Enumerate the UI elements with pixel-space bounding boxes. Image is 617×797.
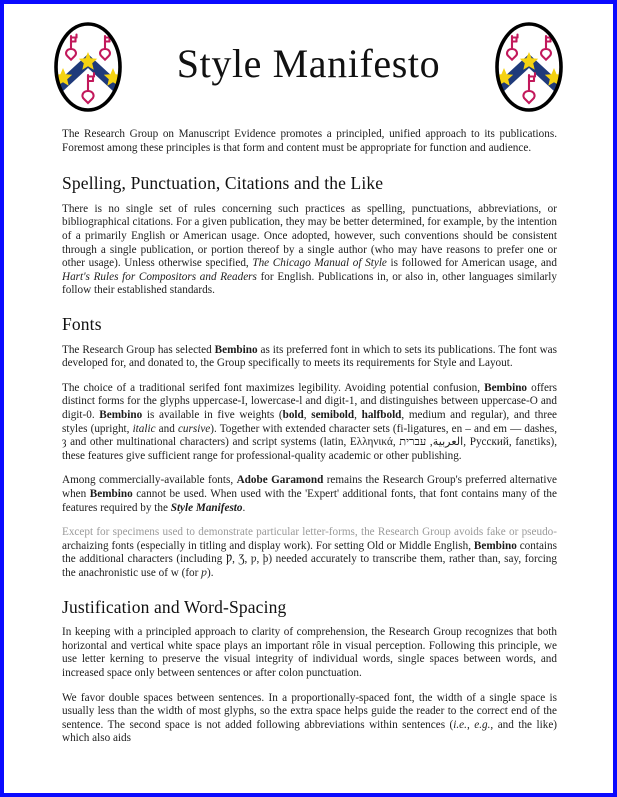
body-paragraph: The Research Group has selected Bembino as its preferred font in which to sets its publications. The font was developed for, and donated to, the Group specifically to meets its requirements for Style and Layout.	[62, 343, 557, 370]
section-heading: Spelling, Punctuation, Citations and the Like	[62, 173, 384, 194]
document-masthead	[4, 4, 613, 122]
emphasis-run: Bembino	[473, 539, 517, 552]
emphasis-run: e.g.	[474, 718, 491, 731]
emphasis-run: Bembino	[484, 381, 528, 394]
emphasis-run: halfbold	[361, 409, 402, 421]
page-title: Style Manifesto	[176, 41, 441, 86]
emphasis-run: Hart's Rules for Compositors and Readers	[62, 270, 257, 283]
emphasis-run: i.e.	[453, 718, 467, 731]
body-paragraph: We favor double spaces between sentences. In a proportionally-spaced font, the width of a single space is usually less than the width of most glyphs, so the extra space helps guide the reader to the correct end of the sentence. The second space is not added following abbreviations within sentences (i.e., e.g., and the like) which also aids	[62, 691, 558, 745]
emphasis-run: The Chicago Manual of Style	[252, 257, 387, 270]
body-paragraph: In keeping with a principled approach to clarity of comprehension, the Research Group recognizes that both horizontal and vertical white space plays an important rôle in visual perception. Following this principle, we use letter kerning to preserve the visual integrity of individual words, single spaces between words, and increased space only between sentences or after colon punctuation.	[62, 626, 557, 679]
research-group-crest-right	[492, 18, 566, 116]
emphasis-run: Adobe Garamond	[236, 474, 324, 487]
emphasis-run: bold	[282, 409, 304, 421]
emphasis-run: Style Manifesto	[170, 501, 243, 514]
emphasis-run: ƿ	[201, 566, 208, 579]
emphasis-run: Bembino	[89, 487, 133, 500]
document-sections	[62, 173, 557, 746]
emphasis-run: Bembino	[214, 343, 258, 356]
body-paragraph: There is no single set of rules concerning such practices as spelling, punctuations, abbreviations, or bibliographical citations. For a given publication, they may be better determined, for example, by the intention of a primarily English or American usage. Once adopted, however, such conventions should be consistent through a single publication, or portion thereof by a single author (who may have reasons to prefer one or other usage). Unless otherwise specified, The Chicago Manual of Style is followed for American usage, and Hart's Rules for Compositors and Readers for English. Publications in, or also in, other languages similarly follow their established standards.	[62, 202, 557, 297]
emphasis-run: italic	[132, 422, 156, 435]
emphasis-run: Bembino	[99, 409, 143, 421]
intro-paragraph: The Research Group on Manuscript Evidence promotes a principled, unified approach to its publications. Foremost among these principles is that form and content must be appropriate for function and audience.	[62, 128, 557, 154]
body-paragraph: The choice of a traditional serifed font maximizes legibility. Avoiding potential confusion, Bembino offers distinct forms for the glyphs uppercase-I, lowercase-l and digit-1, and distinguishes between uppercase-O and digit-0. Bembino is available in five weights (bold, semibold, halfbold, medium and regular), and three styles (upright, italic and cursive). Together with extended character sets (fi-ligatures, en – and em — dashes, ȝ and other multinational characters) and script systems (latin, Ελληνικά, العربية, עברית, Русский, fanɛtiks), these features give sufficient range for professional-quality academic or other publishing.	[62, 381, 558, 462]
emphasis-run: semibold	[311, 409, 355, 421]
research-group-crest-left	[51, 18, 125, 116]
section-heading: Fonts	[62, 313, 102, 334]
document-body	[4, 128, 613, 746]
body-paragraph: Except for specimens used to demonstrate particular letter-forms, the Research Group avoids fake or pseudo-archaizing fonts (especially in titling and display work). For setting Old or Middle English, Bembino contains the additional characters (including Ƿ, Ʒ, ƿ, þ) needed accurately to transcribe them, rather than, say, forcing the anachronistic use of w (for ƿ).	[62, 526, 557, 579]
section-heading: Justification and Word-Spacing	[62, 596, 287, 617]
emphasis-run: cursive	[177, 422, 211, 435]
body-paragraph: Among commercially-available fonts, Adobe Garamond remains the Research Group's preferred alternative when Bembino cannot be used. When used with the 'Expert' additional fonts, that font contains many of the features required by the Style Manifesto.	[62, 474, 558, 514]
